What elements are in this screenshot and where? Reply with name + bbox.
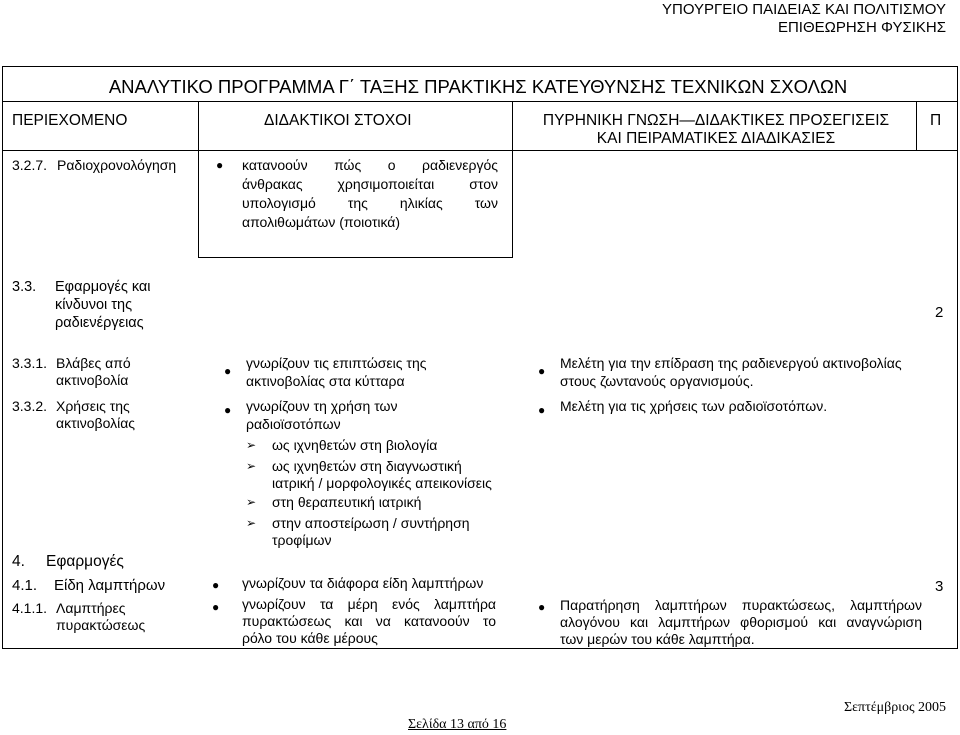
row-327-divider-left xyxy=(198,150,199,258)
col-header-prereq-dash: — xyxy=(679,112,695,129)
bullet-icon: ● xyxy=(224,403,232,417)
row-411-obj-1: γνωρίζουν τα μέρη ενός λαμπτήρα xyxy=(242,596,496,612)
row-332-obj-2: ραδιοϊσοτόπων xyxy=(246,416,341,432)
row-331-obj-2: ακτινοβολίας στα κύτταρα xyxy=(246,373,405,389)
footer-date: Σεπτέμβριος 2005 xyxy=(843,700,946,715)
col-divider-3 xyxy=(916,101,917,150)
row-327-topic: Ραδιοχρονολόγηση xyxy=(57,157,177,173)
col-header-prereq xyxy=(520,112,912,130)
row-332-sub-1: ως ιχνηθετών στη βιολογία xyxy=(272,437,438,453)
row-411-topic-1: Λαμπτήρες xyxy=(56,600,126,616)
row-332-act: Μελέτη για τις χρήσεις των ραδιοϊσοτόπων. xyxy=(560,398,828,414)
row-331-obj-1: γνωρίζουν τις επιπτώσεις της xyxy=(246,355,427,371)
row-327-bottom xyxy=(198,257,513,258)
ministry-header: ΥΠΟΥΡΓΕΙΟ ΠΑΙΔΕΙΑΣ ΚΑΙ ΠΟΛΙΤΙΣΜΟΥ xyxy=(662,1,946,18)
col-header-content: ΠΕΡΙΕΧΟΜΕΝΟ xyxy=(12,112,128,129)
periods-2: 2 xyxy=(935,304,944,321)
row-332-topic-1: Χρήσεις της xyxy=(56,398,130,414)
row-411-act-1: Παρατήρηση λαμπτήρων πυρακτώσεως, λαμπτήρων xyxy=(560,597,922,613)
bullet-icon: ● xyxy=(224,364,232,378)
row-411-topic-2: πυρακτώσεως xyxy=(56,617,146,633)
row-327-obj-3: υπολογισμό της ηλικίας των xyxy=(242,195,498,211)
col-header-periods: Π xyxy=(930,112,942,129)
row-327-num: 3.2.7. xyxy=(12,157,48,173)
row-411-act-3: των μερών του κάθε λαμπτήρα. xyxy=(560,631,755,647)
row-327-divider-right xyxy=(512,150,513,258)
col-header-prereq-line2: ΚΑΙ ΠΕΙΡΑΜΑΤΙΚΕΣ ΔΙΑΔΙΚΑΣΙΕΣ xyxy=(596,130,836,147)
row-327-obj-2: άνθρακας χρησιμοποιείται στον xyxy=(242,176,498,192)
arrow-bullet-icon: ➢ xyxy=(246,495,257,509)
bullet-icon: ● xyxy=(538,364,546,378)
row-331-act-2: στους ζωντανούς οργανισμούς. xyxy=(560,373,754,389)
section-4-topic: Εφαρμογές xyxy=(46,553,124,570)
col-header-prereq-part1: ΠΥΡΗΝΙΚΗ ΓΝΩΣΗ xyxy=(542,112,680,129)
bullet-icon: ● xyxy=(212,600,220,614)
row-41-obj: γνωρίζουν τα διάφορα είδη λαμπτήρων xyxy=(242,575,484,591)
row-331-act-1: Μελέτη για την επίδραση της ραδιενεργού ακτινοβολίας xyxy=(560,355,902,371)
section-4-num: 4. xyxy=(12,553,25,570)
row-332-num: 3.3.2. xyxy=(12,398,48,414)
row-331-topic-1: Βλάβες από xyxy=(56,355,131,371)
row-411-num: 4.1.1. xyxy=(12,600,48,616)
section-33-num: 3.3. xyxy=(12,279,37,295)
row-411-act-2: αλογόνου και λαμπτήρων φθορισμού και αναγνώριση xyxy=(560,614,922,630)
bullet-icon: ● xyxy=(212,578,220,592)
row-41-num: 4.1. xyxy=(12,577,38,594)
header-divider xyxy=(2,150,958,151)
section-33-line2: κίνδυνοι της xyxy=(55,297,133,313)
arrow-bullet-icon: ➢ xyxy=(246,459,257,473)
col-header-objectives: ΔΙΔΑΚΤΙΚΟΙ ΣΤΟΧΟΙ xyxy=(264,112,412,129)
col-header-prereq-part2: ΔΙΔΑΚΤΙΚΕΣ ΠΡΟΣΕΓΙΣΕΙΣ xyxy=(694,112,890,129)
bullet-icon: ● xyxy=(538,403,546,417)
periods-3: 3 xyxy=(935,578,944,595)
row-327-obj-1: κατανοούν πώς ο ραδιενεργός xyxy=(242,157,498,173)
title-divider xyxy=(2,101,958,102)
table-title: ΑΝΑΛΥΤΙΚΟ ΠΡΟΓΡΑΜΜΑ Γ΄ ΤΑΞΗΣ ΠΡΑΚΤΙΚΗΣ ΚΑΤΕΥΘΥΝΣΗΣ ΤΕΧΝΙΚΩΝ ΣΧΟΛΩΝ xyxy=(108,76,848,97)
row-332-topic-2: ακτινοβολίας xyxy=(56,415,136,431)
row-332-obj-1: γνωρίζουν τη χρήση των xyxy=(246,398,398,414)
col-divider-2 xyxy=(512,101,513,150)
arrow-bullet-icon: ➢ xyxy=(246,516,257,530)
section-33-line1: Εφαρμογές και xyxy=(55,279,151,295)
arrow-bullet-icon: ➢ xyxy=(246,438,257,452)
row-41-topic: Είδη λαμπτήρων xyxy=(54,577,166,594)
row-411-obj-3: ρόλο του κάθε μέρους xyxy=(242,630,378,646)
row-411-obj-2: πυρακτώσεως και να κατανοούν το xyxy=(242,613,496,629)
row-332-sub-3: στη θεραπευτική ιατρική xyxy=(272,494,422,510)
inspection-header: ΕΠΙΘΕΩΡΗΣΗ ΦΥΣΙΚΗΣ xyxy=(777,19,946,36)
bullet-icon: ● xyxy=(216,158,224,172)
page-number: Σελίδα 13 από 16 xyxy=(408,717,507,732)
row-332-sub-2b: ιατρική / μορφολογικές απεικονίσεις xyxy=(272,475,492,491)
bullet-icon: ● xyxy=(538,600,546,614)
col-divider-1 xyxy=(198,101,199,150)
row-327-obj-4: απολιθωμάτων (ποιοτικά) xyxy=(242,214,401,230)
row-331-num: 3.3.1. xyxy=(12,355,48,371)
row-331-topic-2: ακτινοβολία xyxy=(56,372,129,388)
row-332-sub-4b: τροφίμων xyxy=(272,532,332,548)
section-33-line3: ραδιενέργειας xyxy=(55,315,144,331)
row-332-sub-2a: ως ιχνηθετών στη διαγνωστική xyxy=(272,458,462,474)
row-332-sub-4a: στην αποστείρωση / συντήρηση xyxy=(272,515,470,531)
